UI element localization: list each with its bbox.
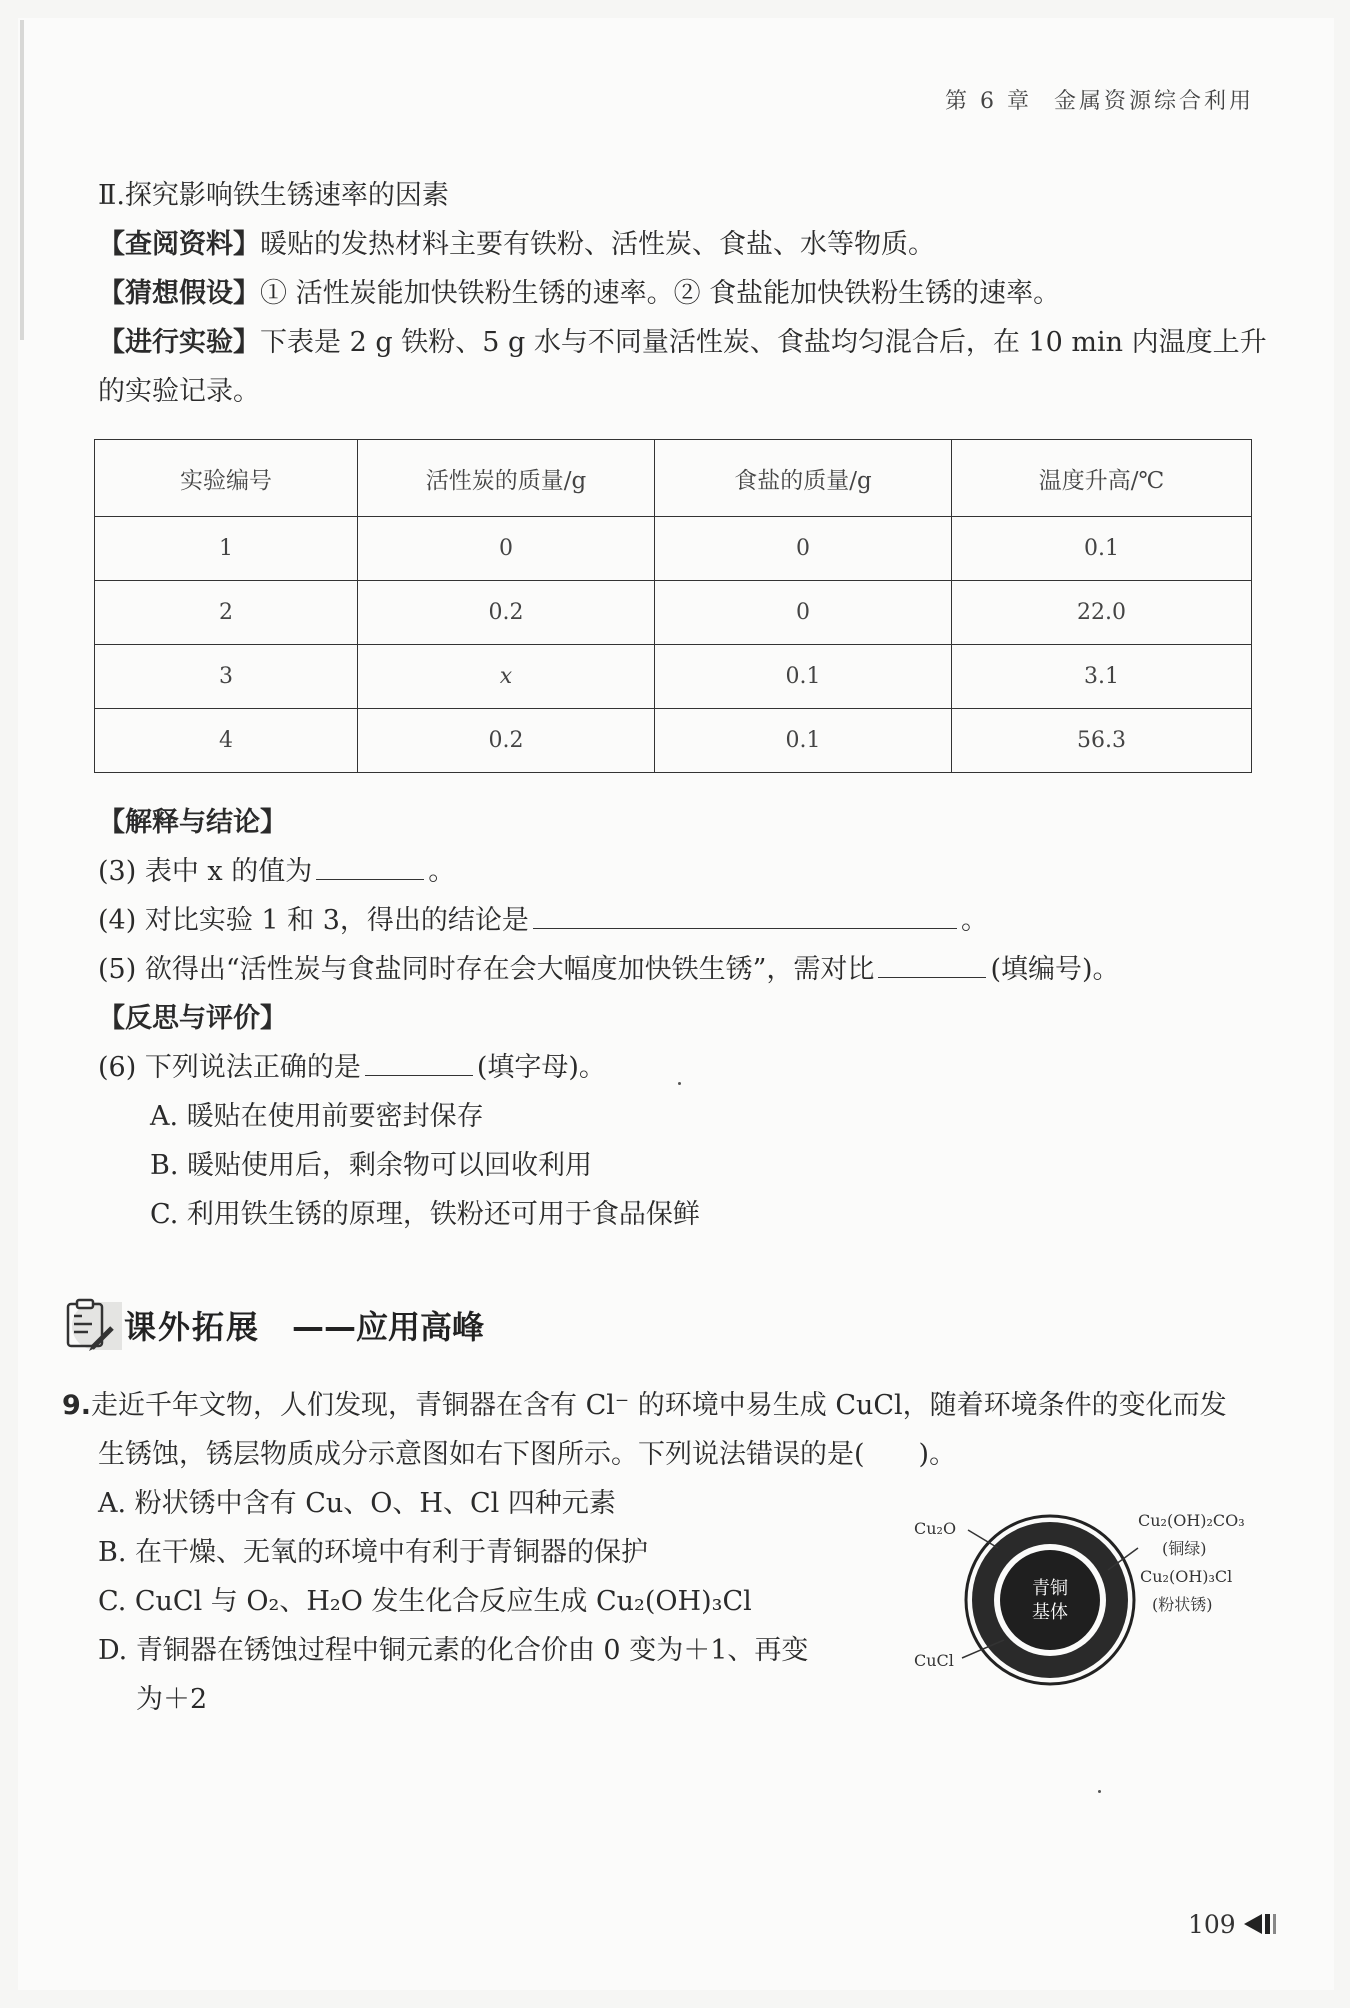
stray-dot xyxy=(1098,1790,1101,1793)
research-line xyxy=(98,225,935,265)
bronze-core xyxy=(1000,1550,1100,1650)
q4-answer-blank[interactable] xyxy=(533,906,957,929)
question-6 xyxy=(98,1048,606,1088)
question-4 xyxy=(98,901,988,941)
q5-suffix: (填编号)。 xyxy=(990,954,1120,985)
q3-suffix: 。 xyxy=(428,856,456,887)
q9-option-c: C. CuCl 与 O₂、H₂O 发生化合反应生成 Cu₂(OH)₃Cl xyxy=(98,1586,752,1617)
section-title: 课外拓展 xyxy=(124,1308,261,1346)
table-cell: 1 xyxy=(95,517,358,581)
page-number: 109 xyxy=(1188,1910,1236,1939)
table-cell: 22.0 xyxy=(952,581,1252,645)
q6-answer-blank[interactable] xyxy=(365,1053,473,1076)
core-label-2: 基体 xyxy=(1032,1602,1068,1623)
stray-dot xyxy=(678,1082,681,1085)
table-cell: 4 xyxy=(95,709,358,773)
table-cell: 0.2 xyxy=(358,581,655,645)
table-cell: 0 xyxy=(655,517,952,581)
page-marker-icon xyxy=(1244,1912,1284,1936)
q9-option-d: D. 青铜器在锈蚀过程中铜元素的化合价由 0 变为＋1、再变 xyxy=(98,1635,809,1666)
chapter-title: 金属资源综合利用 xyxy=(1053,89,1254,114)
experiment-line xyxy=(98,323,1267,363)
q6-option-c: C. 利用铁生锈的原理，铁粉还可用于食品保鲜 xyxy=(150,1199,700,1230)
label-powder-formula: Cu₂(OH)₃Cl xyxy=(1140,1567,1233,1586)
label-green-formula: Cu₂(OH)₂CO₃ xyxy=(1138,1511,1245,1530)
table-row xyxy=(95,645,1252,709)
experiment-label: 【进行实验】 xyxy=(98,327,260,358)
hypothesis-label: 【猜想假设】 xyxy=(98,278,260,309)
table-cell: 0.1 xyxy=(655,645,952,709)
experiment-table xyxy=(94,439,1252,773)
research-text: 暖贴的发热材料主要有铁粉、活性炭、食盐、水等物质。 xyxy=(260,229,935,260)
section-subtitle: ——应用高峰 xyxy=(292,1308,485,1346)
experiment-text-2: 的实验记录。 xyxy=(98,376,260,407)
section-heading xyxy=(62,1292,662,1362)
part2-title: Ⅱ.探究影响铁生锈速率的因素 xyxy=(98,180,449,211)
question-3 xyxy=(98,852,455,892)
table-cell: 0.1 xyxy=(655,709,952,773)
table-cell: 2 xyxy=(95,581,358,645)
core-label-1: 青铜 xyxy=(1032,1578,1068,1599)
col-header-temp: 温度升高/℃ xyxy=(952,440,1252,517)
q9-stem-1: 走近千年文物，人们发现，青铜器在含有 Cl⁻ 的环境中易生成 CuCl，随着环境条件的变化而发 xyxy=(91,1390,1227,1421)
q9-option-d-cont: 为＋2 xyxy=(136,1684,208,1715)
table-cell: 0.2 xyxy=(358,709,655,773)
table-row xyxy=(95,709,1252,773)
chapter-number: 第 6 章 xyxy=(945,89,1032,114)
table-cell: 0 xyxy=(358,517,655,581)
table-cell: 0 xyxy=(655,581,952,645)
q9-stem-2: 生锈蚀，锈层物质成分示意图如右下图所示。下列说法错误的是( )。 xyxy=(98,1439,957,1470)
label-green-name: (铜绿) xyxy=(1162,1539,1207,1558)
q6-prefix: (6) 下列说法正确的是 xyxy=(98,1052,361,1083)
table-cell: x xyxy=(358,645,655,709)
label-powder-name: (粉状锈) xyxy=(1152,1595,1213,1614)
q6-suffix: (填字母)。 xyxy=(476,1052,606,1083)
table-row xyxy=(95,517,1252,581)
q3-prefix: (3) 表中 x 的值为 xyxy=(98,856,313,887)
table-header-row xyxy=(95,440,1252,517)
q6-option-a: A. 暖贴在使用前要密封保存 xyxy=(150,1101,484,1132)
reflection-label: 【反思与评价】 xyxy=(98,1003,287,1034)
binding-edge xyxy=(20,20,24,340)
col-header-id: 实验编号 xyxy=(95,440,358,517)
running-header xyxy=(945,84,1254,115)
q4-prefix: (4) 对比实验 1 和 3，得出的结论是 xyxy=(98,905,529,936)
q5-answer-blank[interactable] xyxy=(878,955,986,978)
hypothesis-line xyxy=(98,274,1060,314)
table-cell: 0.1 xyxy=(952,517,1252,581)
table-cell: 56.3 xyxy=(952,709,1252,773)
q9-option-a: A. 粉状锈中含有 Cu、O、H、Cl 四种元素 xyxy=(98,1488,616,1519)
q5-prefix: (5) 欲得出“活性炭与食盐同时存在会大幅度加快铁生锈”，需对比 xyxy=(98,954,875,985)
q3-answer-blank[interactable] xyxy=(316,857,424,880)
table-row xyxy=(95,581,1252,645)
q9-number: 9. xyxy=(62,1390,92,1421)
research-label: 【查阅资料】 xyxy=(98,229,260,260)
hypothesis-text: ① 活性炭能加快铁粉生锈的速率。② 食盐能加快铁粉生锈的速率。 xyxy=(260,278,1061,309)
conclusion-label: 【解释与结论】 xyxy=(98,807,287,838)
label-cucl: CuCl xyxy=(914,1651,954,1670)
col-header-carbon: 活性炭的质量/g xyxy=(358,440,655,517)
q6-option-b: B. 暖贴使用后，剩余物可以回收利用 xyxy=(150,1150,593,1181)
clipboard-pencil-icon xyxy=(62,1296,122,1356)
label-cu2o: Cu₂O xyxy=(914,1519,957,1538)
col-header-salt: 食盐的质量/g xyxy=(655,440,952,517)
q9-stem-line-1 xyxy=(62,1386,1227,1426)
question-5 xyxy=(98,950,1120,990)
table-cell: 3 xyxy=(95,645,358,709)
table-cell: 3.1 xyxy=(952,645,1252,709)
rust-layer-diagram xyxy=(900,1500,1270,1700)
q4-suffix: 。 xyxy=(960,905,988,936)
q9-option-b: B. 在干燥、无氧的环境中有利于青铜器的保护 xyxy=(98,1537,649,1568)
experiment-text-1: 下表是 2 g 铁粉、5 g 水与不同量活性炭、食盐均匀混合后，在 10 min 内温度上升 xyxy=(260,327,1267,358)
